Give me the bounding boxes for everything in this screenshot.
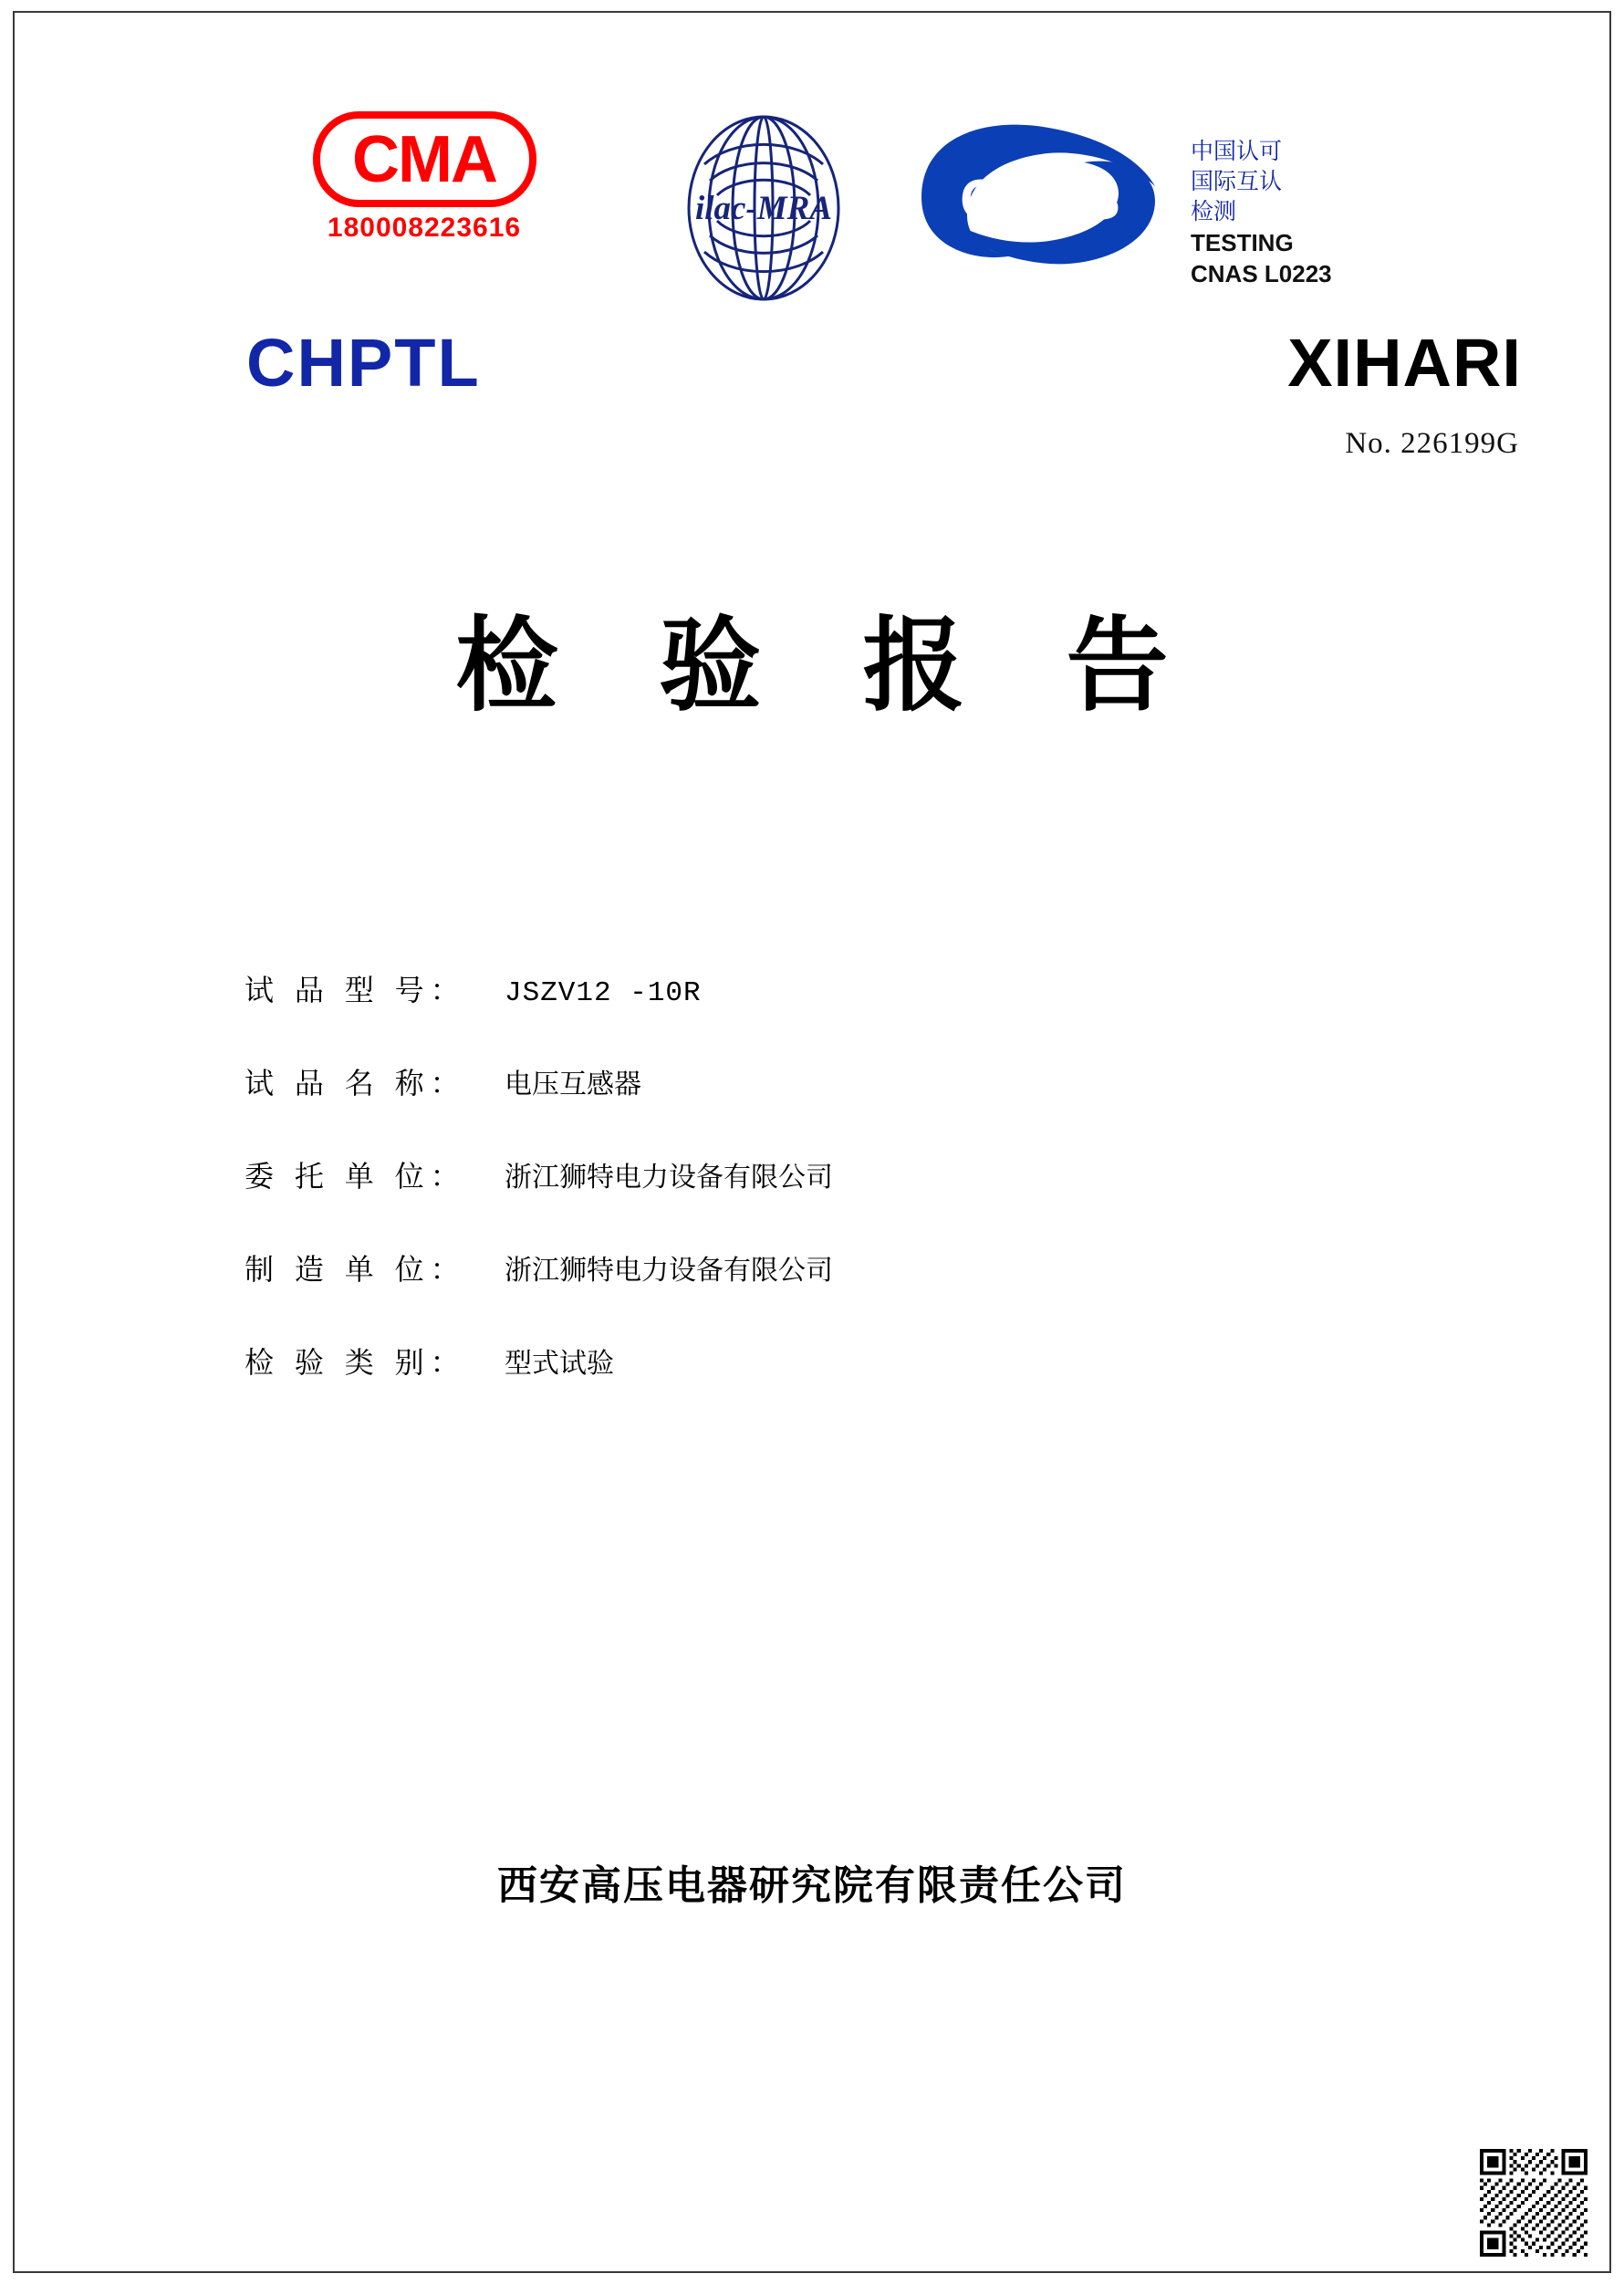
- field-label-manufacturer: 制 造 单 位：: [245, 1253, 466, 1286]
- svg-text:CNAS: CNAS: [960, 169, 1120, 232]
- field-row: [245, 1060, 1339, 1102]
- field-value-manufacturer: 浙江狮特电力设备有限公司: [505, 1256, 833, 1286]
- chptl-logo: CHPTL: [246, 325, 481, 401]
- svg-text:ilac-MRA: ilac-MRA: [694, 190, 833, 227]
- cma-mark: [301, 111, 547, 244]
- cnas-icon: [903, 117, 1168, 272]
- cnas-text-line-3: 检测: [1191, 199, 1237, 224]
- field-row: [245, 967, 1339, 1009]
- cnas-mark: [903, 117, 1168, 272]
- organization-name: 西安高压电器研究院有限责任公司: [497, 1863, 1127, 1908]
- field-value-sample-name: 电压互感器: [505, 1069, 641, 1100]
- cnas-text-line-4: TESTING: [1191, 229, 1294, 256]
- report-fields: [245, 967, 1339, 1433]
- page-title: 检 验 报 告: [455, 609, 1205, 723]
- field-row: [245, 1246, 1339, 1288]
- cma-number: 180008223616: [327, 213, 522, 243]
- cnas-text-line-5: CNAS L0223: [1191, 260, 1332, 288]
- ilac-mra-icon: [650, 108, 878, 308]
- field-label-test-type: 检 验 类 别：: [245, 1346, 466, 1379]
- cnas-accreditation-text: [1191, 137, 1332, 290]
- field-row: [245, 1153, 1339, 1195]
- field-row: [245, 1340, 1339, 1382]
- qr-code: [1480, 2149, 1588, 2257]
- field-value-model: JSZV12 -10R: [505, 977, 702, 1009]
- field-value-test-type: 型式试验: [505, 1349, 614, 1379]
- field-label-sample-name: 试 品 名 称：: [245, 1067, 466, 1100]
- field-label-client: 委 托 单 位：: [245, 1160, 466, 1193]
- cnas-text-line-2: 国际互认: [1191, 169, 1283, 194]
- cma-label: CMA: [352, 122, 496, 196]
- cma-icon: [313, 111, 536, 207]
- report-number: No. 226199G: [1345, 427, 1519, 460]
- ilac-mra-mark: [650, 108, 878, 308]
- field-value-client: 浙江狮特电力设备有限公司: [505, 1163, 833, 1193]
- field-label-model: 试 品 型 号：: [245, 974, 466, 1006]
- header-logos: [0, 55, 1624, 292]
- cnas-text-line-1: 中国认可: [1191, 139, 1283, 164]
- xihari-logo: XIHARI: [1287, 325, 1522, 401]
